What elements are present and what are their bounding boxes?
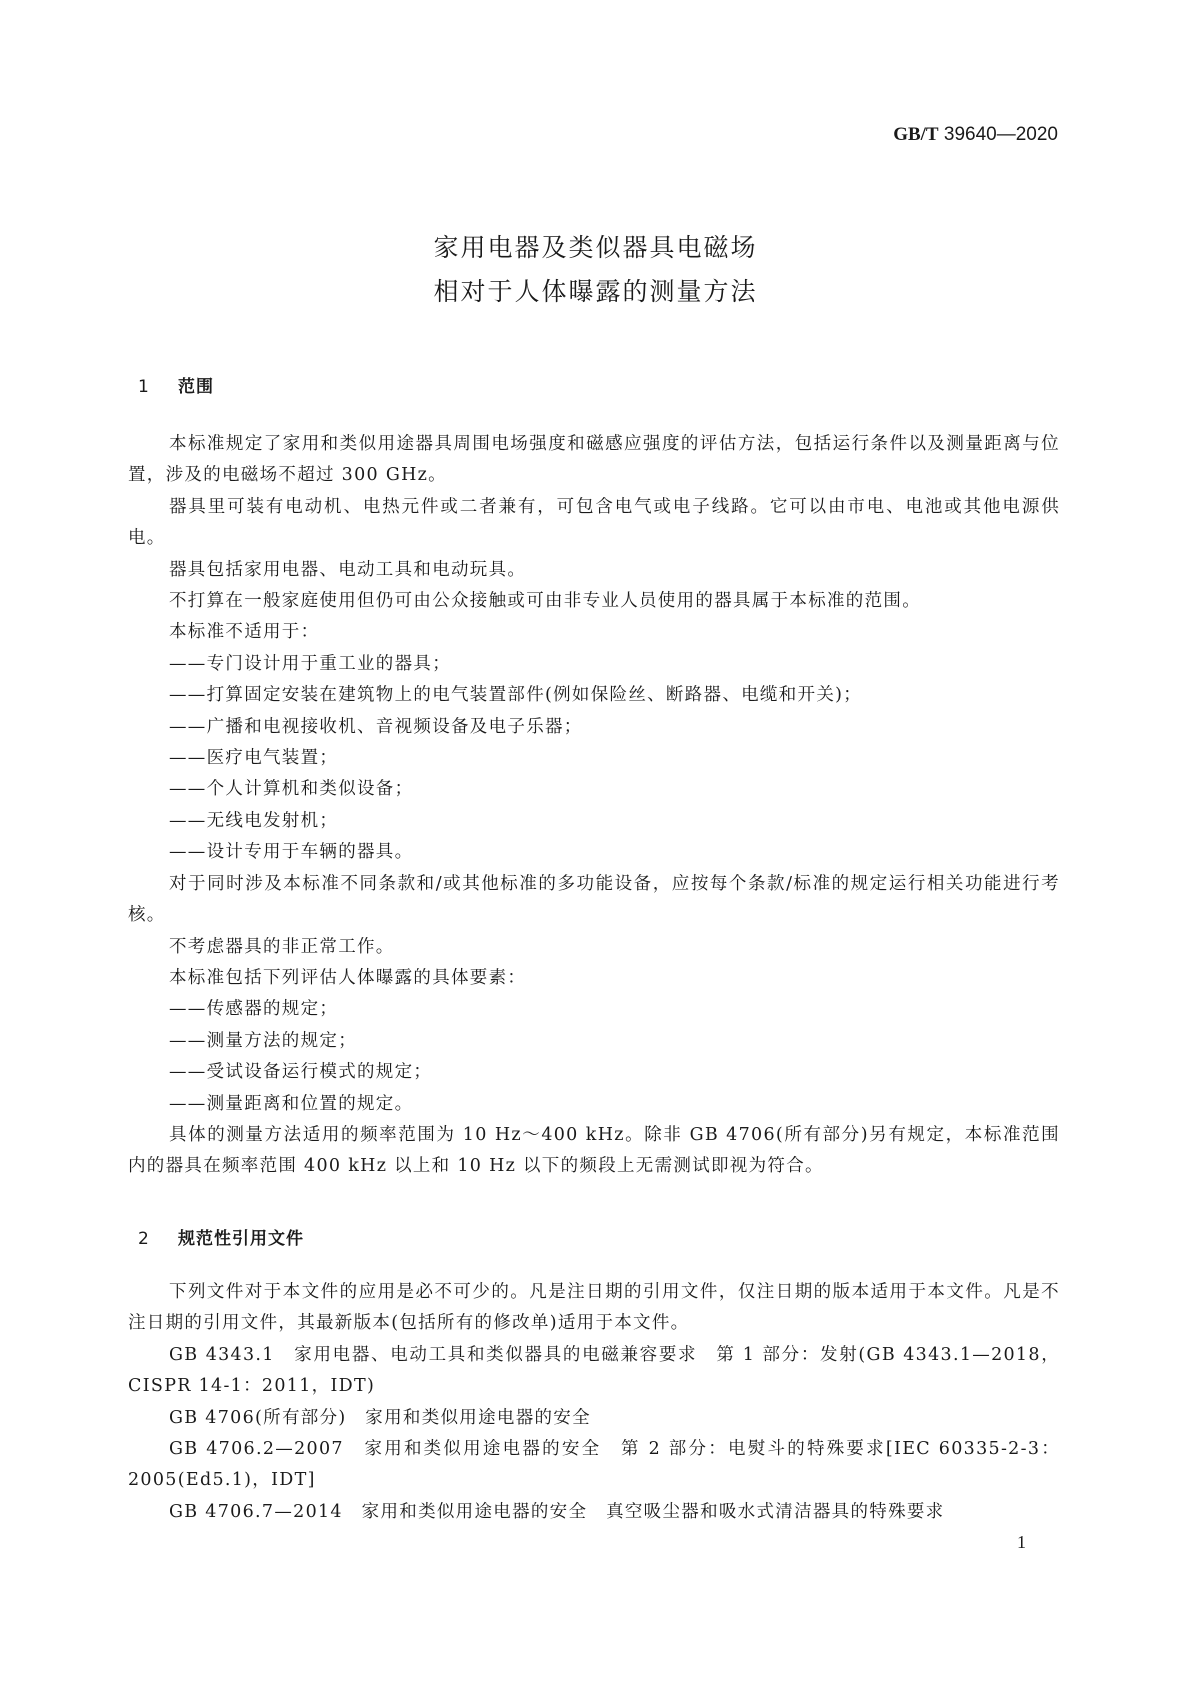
list-item: ——个人计算机和类似设备；: [169, 779, 414, 800]
paragraph: 本标准不适用于：: [169, 622, 320, 643]
paragraph: 本标准包括下列评估人体曝露的具体要素：: [169, 967, 527, 988]
title-line-1: 家用电器及类似器具电磁场: [433, 233, 758, 262]
paragraph: 不考虑器具的非正常工作。: [169, 936, 395, 957]
list-item: ——医疗电气装置；: [169, 748, 339, 769]
paragraph: 下列文件对于本文件的应用是必不可少的。凡是注日期的引用文件，仅注日期的版本适用于本文件。凡是不注日期的引用文件，其最新版本(包括所有的修改单)适用于本文件。: [128, 1282, 1060, 1334]
paragraph: 具体的测量方法适用的频率范围为 10 Hz～400 kHz。除非 GB 4706(所有部分)另有规定，本标准范围内的器具在频率范围 400 kHz 以上和 10 Hz 以下的频段上无需测试即视为符合。: [128, 1124, 1060, 1177]
section-number: 1: [138, 377, 150, 397]
section-1-body: [128, 429, 1060, 1183]
reference-entry: GB 4706.7—2014 家用和类似用途电器的安全 真空吸尘器和吸水式清洁器具的特殊要求: [169, 1501, 945, 1522]
list-item: ——测量方法的规定；: [169, 1030, 357, 1051]
standard-code: [893, 124, 1058, 146]
section-number: 2: [138, 1229, 150, 1249]
reference-entry: GB 4706(所有部分) 家用和类似用途电器的安全: [169, 1407, 591, 1428]
section-title: 范围: [178, 377, 214, 397]
document-title: [0, 226, 1191, 314]
list-item: ——广播和电视接收机、音视频设备及电子乐器；: [169, 716, 583, 737]
paragraph: 器具包括家用电器、电动工具和电动玩具。: [169, 559, 527, 580]
paragraph: 本标准规定了家用和类似用途器具周围电场强度和磁感应强度的评估方法，包括运行条件以及测量距离与位置，涉及的电磁场不超过 300 GHz。: [128, 434, 1060, 486]
title-line-2: 相对于人体曝露的测量方法: [433, 277, 758, 306]
list-item: ——设计专用于车辆的器具。: [169, 842, 414, 863]
standard-code-number: 39640—2020: [943, 124, 1058, 145]
list-item: ——传感器的规定；: [169, 999, 339, 1020]
list-item: ——无线电发射机；: [169, 810, 339, 831]
reference-entry: GB 4343.1 家用电器、电动工具和类似器具的电磁兼容要求 第 1 部分：发射(GB 4343.1—2018，CISPR 14-1：2011，IDT): [128, 1344, 1060, 1397]
section-1-heading: [138, 372, 214, 397]
reference-entry: GB 4706.2—2007 家用和类似用途电器的安全 第 2 部分：电熨斗的特殊要求[IEC 60335-2-3：2005(Ed5.1)，IDT]: [128, 1439, 1060, 1491]
list-item: ——打算固定安装在建筑物上的电气装置部件(例如保险丝、断路器、电缆和开关)；: [169, 685, 863, 706]
section-2-body: [128, 1277, 1060, 1528]
section-2-heading: [138, 1224, 304, 1249]
list-item: ——专门设计用于重工业的器具；: [169, 653, 451, 674]
paragraph: 对于同时涉及本标准不同条款和/或其他标准的多功能设备，应按每个条款/标准的规定运行相关功能进行考核。: [128, 873, 1060, 926]
paragraph: 器具里可装有电动机、电热元件或二者兼有，可包含电气或电子线路。它可以由市电、电池或其他电源供电。: [128, 496, 1060, 549]
standard-code-prefix: GB/T: [893, 124, 939, 145]
list-item: ——测量距离和位置的规定。: [169, 1093, 414, 1114]
list-item: ——受试设备运行模式的规定；: [169, 1062, 433, 1083]
section-title: 规范性引用文件: [178, 1229, 304, 1249]
page-number: 1: [1017, 1532, 1026, 1552]
paragraph: 不打算在一般家庭使用但仍可由公众接触或可由非专业人员使用的器具属于本标准的范围。: [169, 591, 921, 612]
